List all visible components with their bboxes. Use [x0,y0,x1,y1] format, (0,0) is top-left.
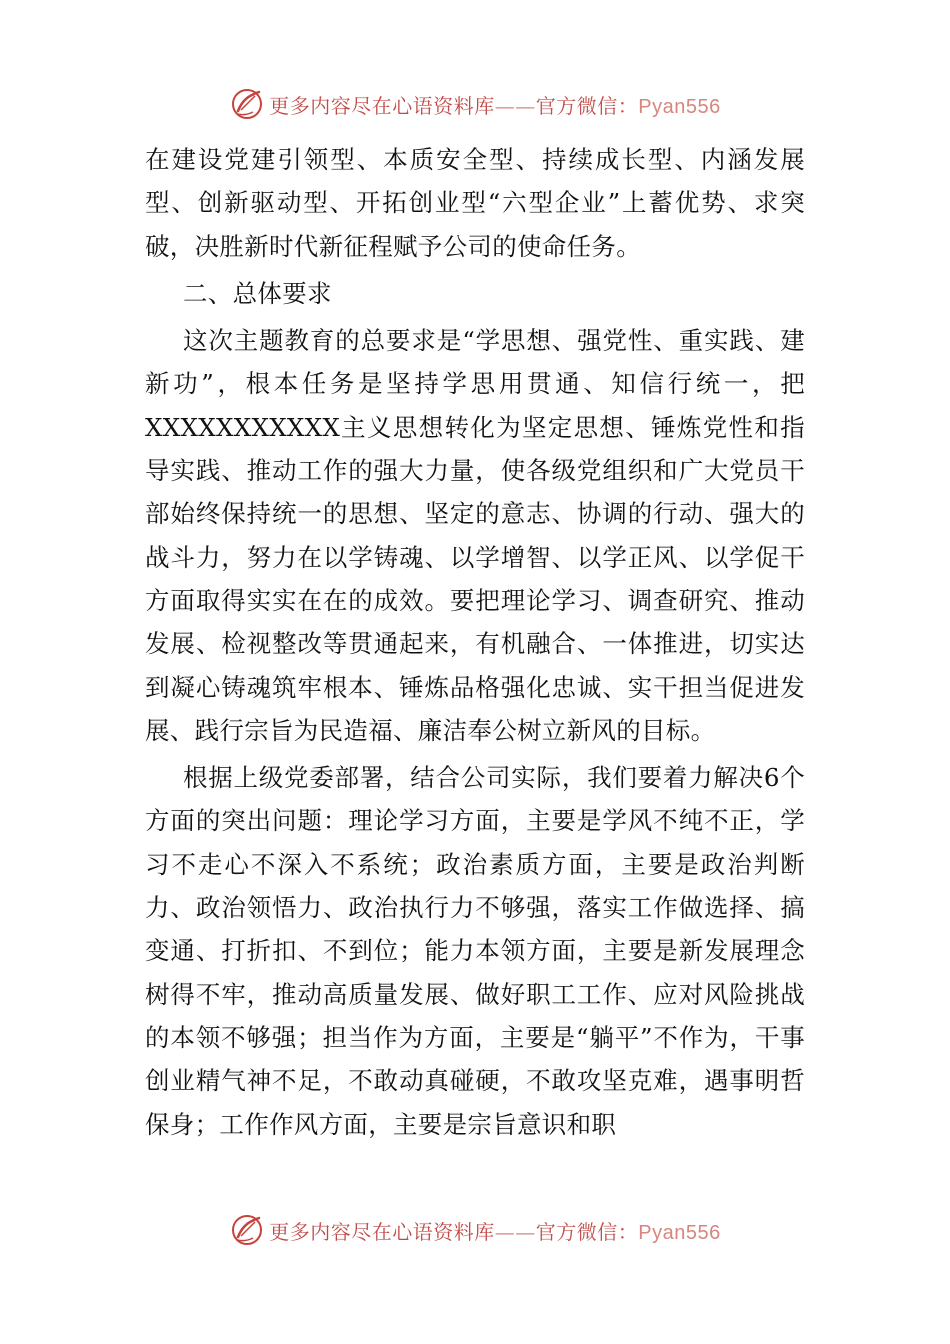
pen-circle-logo-icon [229,1212,265,1248]
document-body [145,138,805,1146]
footer-banner-label: 官方微信： [535,1219,639,1244]
header-banner-label: 官方微信： [535,93,639,118]
section-heading: 二、总体要求 [183,278,332,308]
footer-banner-wechat-id: Pyan556 [638,1221,721,1244]
header-watermark-banner [0,82,950,126]
paragraph-continuation: 在建设党建引领型、本质安全型、持续成长型、内涵发展型、创新驱动型、开拓创业型“六型企业”上蓄优势、求突破，决胜新时代新征程赋予公司的使命任务。 [145,145,805,261]
footer-banner-prefix: 更多内容尽在心语资料库 [269,1219,495,1244]
header-banner-text [269,90,720,119]
header-banner-wechat-id: Pyan556 [638,95,721,118]
footer-banner-separator: —— [494,1219,536,1244]
paragraph-problems: 根据上级党委部署，结合公司实际，我们要着力解决6个方面的突出问题：理论学习方面，主要是学风不纯不正，学习不走心不深入不系统；政治素质方面，主要是政治判断力、政治领悟力、政治执行力不够强，落实工作做选择、搞变通、打折扣、不到位；能力本领方面，主要是新发展理念树得不牢，推动高质量发展、做好职工工作、应对风险挑战的本领不够强；担当作为方面，主要是“躺平”不作为，干事创业精气神不足，不敢动真碰硬，不敢攻坚克难，遇事明哲保身；工作作风方面，主要是宗旨意识和职 [145,763,805,1139]
footer-watermark-banner [0,1208,950,1252]
footer-banner-text [269,1216,720,1245]
header-banner-separator: —— [494,93,536,118]
header-banner-prefix: 更多内容尽在心语资料库 [269,93,495,118]
paragraph-general-requirements: 这次主题教育的总要求是“学思想、强党性、重实践、建新功”，根本任务是坚持学思用贯通、知信行统一，把XXXXXXXXXXX主义思想转化为坚定思想、锤炼党性和指导实践、推动工作的强大力量，使各级党组织和广大党员干部始终保持统一的思想、坚定的意志、协调的行动、强大的战斗力，努力在以学铸魂、以学增智、以学正风、以学促干方面取得实实在在的成效。要把理论学习、调查研究、推动发展、检视整改等贯通起来，有机融合、一体推进，切实达到凝心铸魂筑牢根本、锤炼品格强化忠诚、实干担当促进发展、践行宗旨为民造福、廉洁奉公树立新风的目标。 [145,326,805,745]
pen-circle-logo-icon [229,86,265,122]
